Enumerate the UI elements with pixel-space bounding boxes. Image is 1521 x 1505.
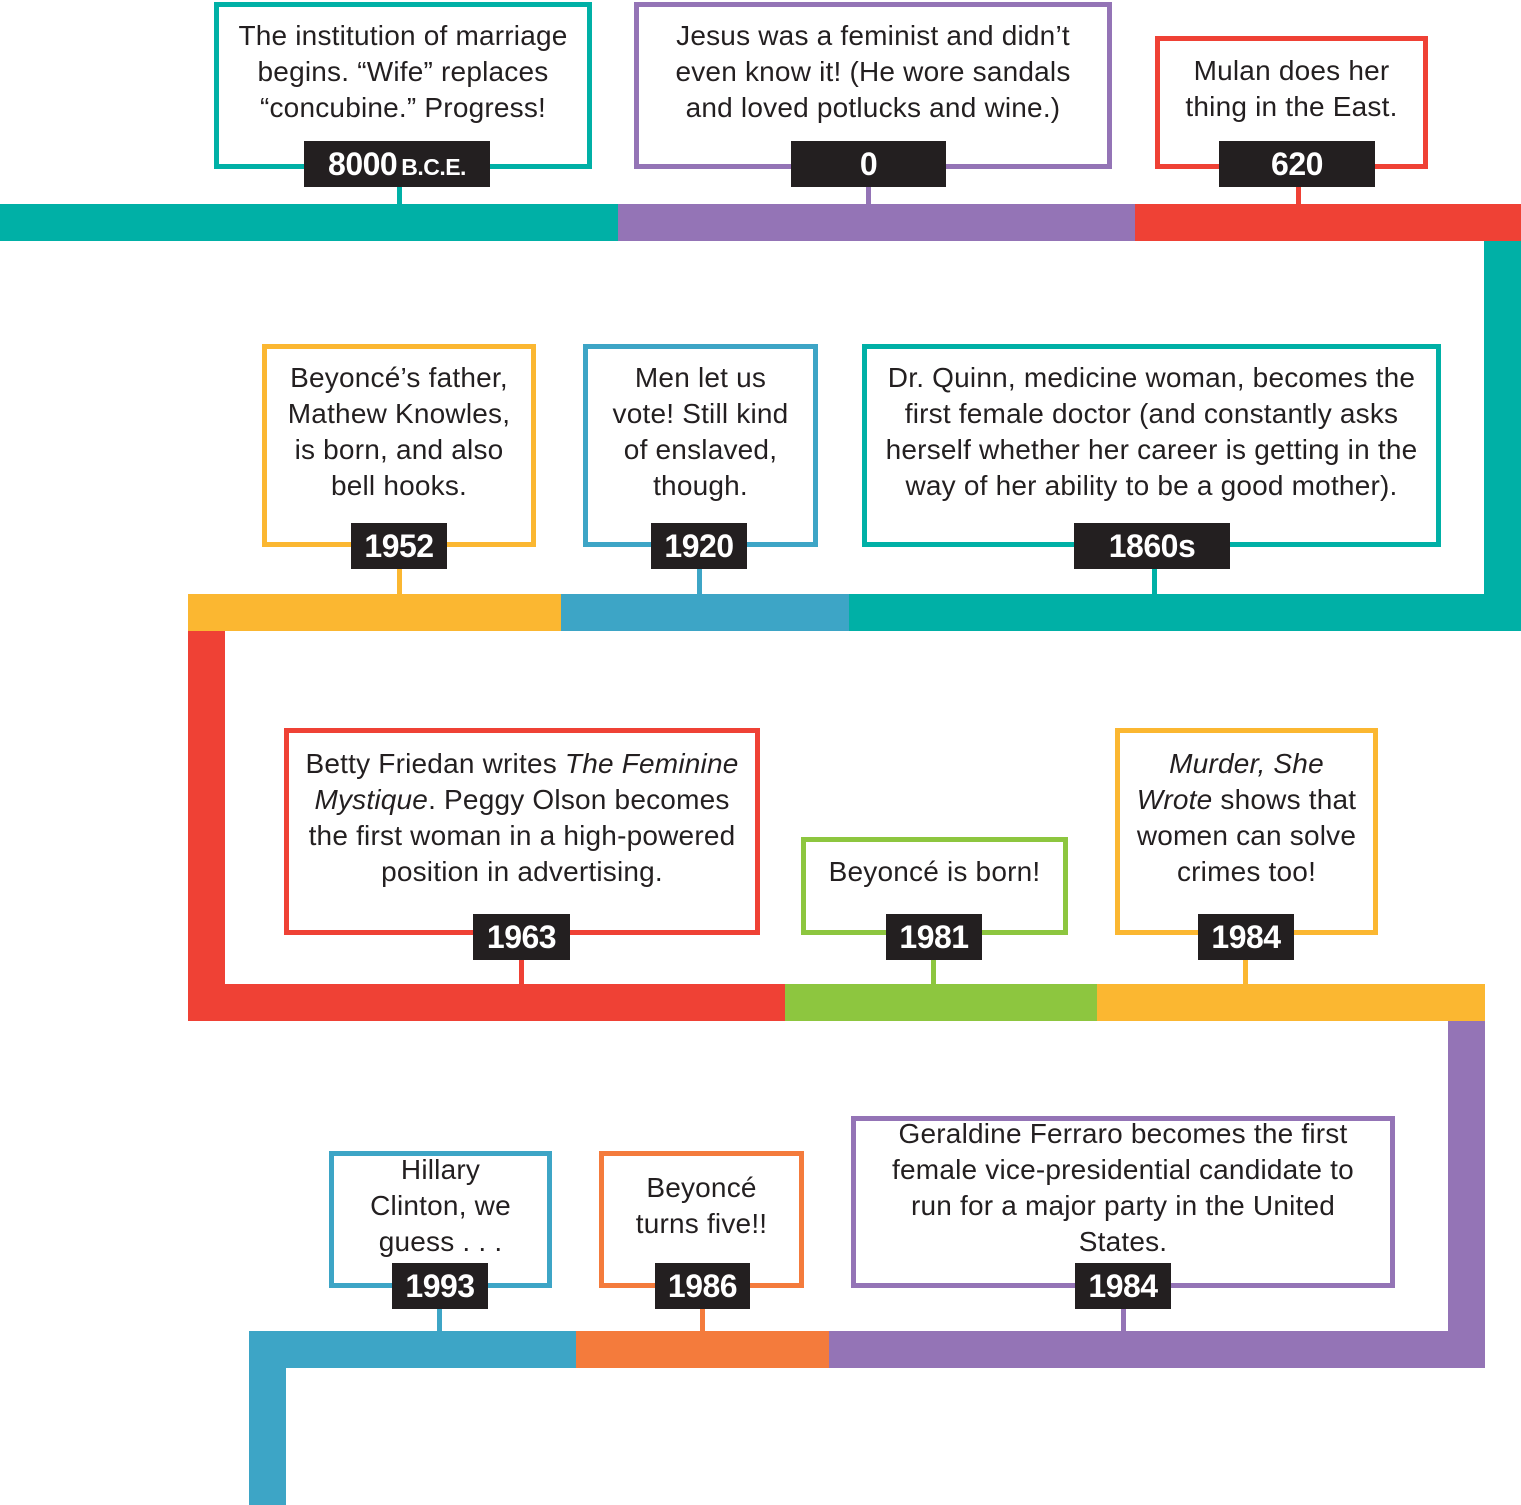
event-date-value: 1993 [405,1268,475,1304]
event-date [1219,141,1375,187]
event-date [651,523,747,569]
track-segment-purple [829,1331,1485,1368]
event-stem [1243,959,1248,986]
event-date [473,914,570,960]
event-date [351,523,447,569]
track-segment-orange [576,1331,829,1368]
event-date-value: 1963 [486,919,557,955]
event-date [392,1263,488,1309]
event-date [304,141,490,187]
event-description: Beyoncé turns five!! [635,1171,768,1239]
event-box [1115,728,1378,935]
event-stem [397,567,402,596]
event-stem [866,186,871,206]
track-segment-blue [561,594,849,631]
event-date [791,141,946,187]
track-segment-blue [249,1331,576,1368]
event-date-value: 620 [1271,146,1323,182]
track-segment-yellow [188,594,561,631]
event-date-value: 1920 [664,528,734,564]
track-segment-green [785,984,1097,1021]
event-date [886,914,982,960]
track-segment-yellow [1097,984,1485,1021]
event-stem [519,959,524,986]
event-box [862,344,1441,547]
event-date [1074,523,1230,569]
event-date-era: B.C.E. [401,154,466,180]
event-stem [700,1307,705,1333]
event-description: Murder, She Wrote shows that women can solve crimes too! [1136,747,1357,887]
event-date-value: 1984 [1211,919,1281,955]
event-stem [697,567,702,596]
event-description: Geraldine Ferraro becomes the first female vice-presidential candidate to run for a major party in the United States. [892,1118,1354,1257]
event-date-value: 1952 [364,528,434,564]
event-box [284,728,760,935]
event-date-value: 0 [859,146,878,182]
event-date-value: 1984 [1088,1268,1158,1304]
event-stem [1121,1307,1126,1333]
event-description: Mulan does her thing in the East. [1185,54,1398,122]
event-description: Beyoncé is born! [828,856,1041,887]
event-description: Hillary Clinton, we guess . . . [370,1153,511,1257]
event-description: Betty Friedan writes The Feminine Mystique. Peggy Olson becomes the first woman in a high-powered position in advertising. [305,747,739,887]
event-stem [931,959,936,986]
event-description: The institution of marriage begins. “Wife” replaces “concubine.” Progress! [238,19,568,123]
track-segment-purple [618,204,1135,241]
event-box [583,344,818,547]
track-segment-red [1135,204,1521,241]
event-date [1075,1263,1171,1309]
track-tail-blue [249,1368,286,1505]
track-connector-purple [1448,1021,1485,1368]
event-date-value: 1860s [1108,528,1196,564]
track-segment-teal [849,594,1521,631]
event-description: Jesus was a feminist and didn’t even know it! (He wore sandals and loved potlucks and wine.) [675,19,1071,123]
event-stem [437,1307,442,1333]
track-connector-teal [1484,241,1521,629]
event-date-value: 1981 [899,919,969,955]
track-connector-red [188,631,225,1021]
track-segment-teal [0,204,618,241]
event-stem [1152,567,1157,596]
event-date [655,1263,750,1309]
event-date-value: 8000 [328,146,398,182]
event-date-value: 1986 [667,1268,738,1304]
event-description: Dr. Quinn, medicine woman, becomes the first female doctor (and constantly asks herself whether her career is getting in the way of her ability to be a good mother). [885,361,1418,501]
event-description: Men let us vote! Still kind of enslaved, though. [612,361,789,501]
event-date [1198,914,1294,960]
event-stem [397,186,402,206]
event-stem [1296,186,1301,206]
event-box [262,344,536,547]
event-description: Beyoncé’s father, Mathew Knowles, is born, and also bell hooks. [287,361,511,501]
track-segment-red [188,984,785,1021]
